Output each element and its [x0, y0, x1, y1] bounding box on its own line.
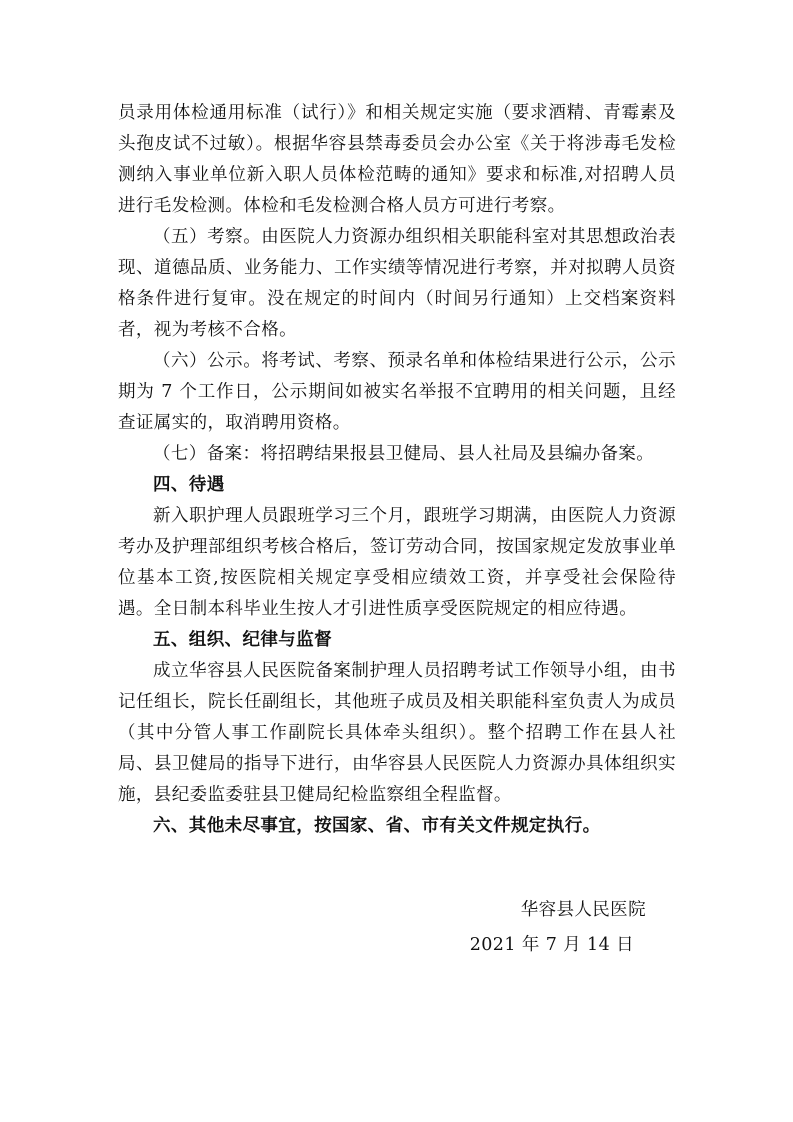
signature-date: 2021 年 7 月 14 日	[469, 935, 634, 955]
section-heading-other-matters: 六、其他未尽事宜，按国家、省、市有关文件规定执行。	[153, 816, 601, 836]
paragraph-inspection: （五）考察。由医院人力资源办组织相关职能科室对其思想政治表现、道德品质、业务能力、工作实绩等情况进行考察，并对拟聘人员资格条件进行复审。没在规定的时间内（时间另行通知）上交档案资料者，视为考核不合格。	[118, 227, 676, 340]
paragraph-filing: （七）备案：将招聘结果报县卫健局、县人社局及县编办备案。	[153, 444, 655, 464]
paragraph-publicity: （六）公示。将考试、考察、预录名单和体检结果进行公示，公示期为 7 个工作日，公示期间如被实名举报不宜聘用的相关问题，且经查证属实的，取消聘用资格。	[118, 351, 676, 433]
paragraph-physical-exam: 员录用体检通用标准（试行）》和相关规定实施（要求酒精、青霉素及头孢皮试不过敏）。根据华容县禁毒委员会办公室《关于将涉毒毛发检测纳入事业单位新入职人员体检范畴的通知》要求和标准,对招聘人员进行毛发检测。体检和毛发检测合格人员方可进行考察。	[118, 103, 676, 216]
paragraph-benefits: 新入职护理人员跟班学习三个月，跟班学习期满，由医院人力资源考办及护理部组织考核合格后，签订劳动合同，按国家规定发放事业单位基本工资,按医院相关规定享受相应绩效工资，并享受社会保险待遇。全日制本科毕业生按人才引进性质享受医院规定的相应待遇。	[118, 506, 676, 619]
section-heading-organization: 五、组织、纪律与监督	[153, 630, 332, 650]
signature-organization: 华容县人民医院	[520, 900, 646, 920]
document-page	[118, 98, 676, 955]
section-heading-benefits: 四、待遇	[153, 475, 225, 495]
paragraph-organization: 成立华容县人民医院备案制护理人员招聘考试工作领导小组，由书记任组长，院长任副组长，其他班子成员及相关职能科室负责人为成员（其中分管人事工作副院长具体牵头组织）。整个招聘工作在县人社局、县卫健局的指导下进行，由华容县人民医院人力资源办具体组织实施，县纪委监委驻县卫健局纪检监察组全程监督。	[118, 661, 676, 805]
